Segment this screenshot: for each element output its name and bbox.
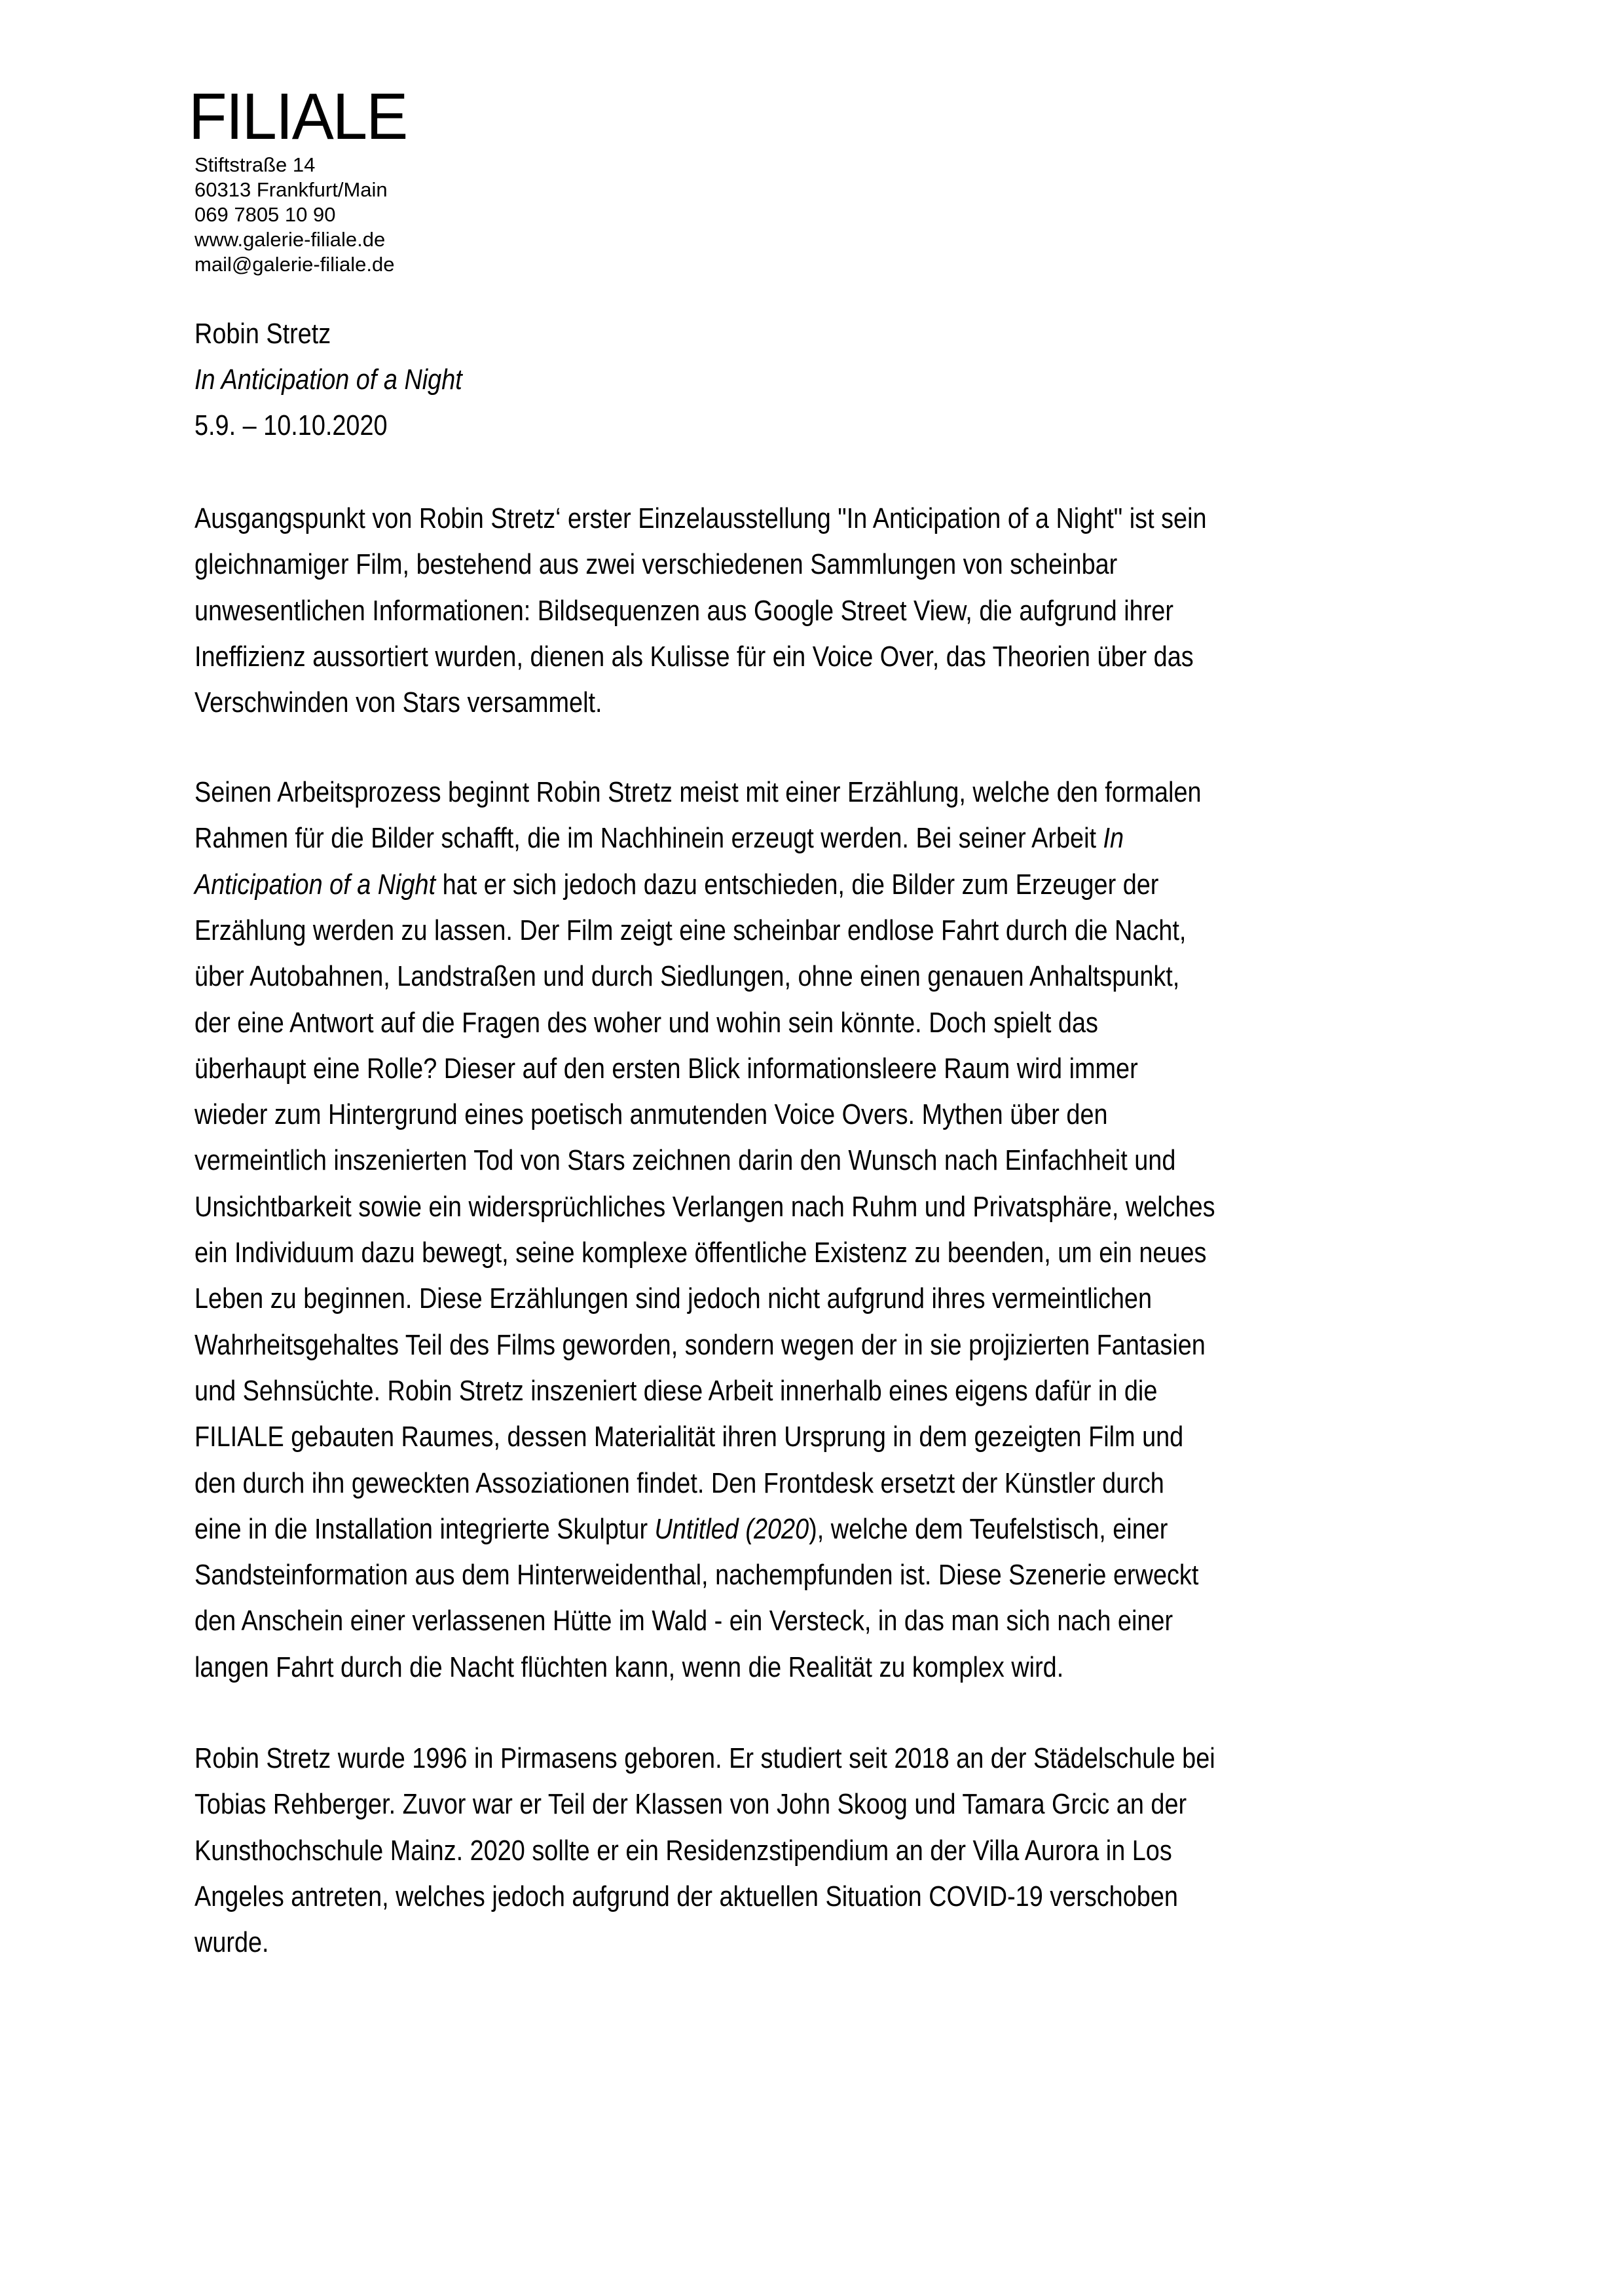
italic-title-text: In bbox=[1103, 822, 1124, 855]
gallery-logo: FILIALE bbox=[189, 80, 407, 153]
text-run: gleichnamiger Film, bestehend aus zwei verschiedenen Sammlungen von scheinbar bbox=[194, 548, 1118, 581]
exhibition-title: In Anticipation of a Night bbox=[194, 364, 462, 396]
text-line bbox=[194, 1144, 1175, 1177]
exhibition-dates: 5.9. – 10.10.2020 bbox=[194, 409, 388, 441]
address-website: www.galerie-filiale.de bbox=[194, 228, 386, 251]
text-line bbox=[194, 1559, 1198, 1592]
text-run: ), welche dem Teufelstisch, einer bbox=[809, 1512, 1168, 1545]
text-line bbox=[194, 1467, 1164, 1500]
text-line bbox=[194, 1742, 1215, 1775]
text-line bbox=[194, 1513, 1168, 1546]
text-run: Kunsthochschule Mainz. 2020 sollte er ein Residenzstipendium an der Villa Aurora in Los bbox=[194, 1834, 1172, 1867]
text-run: FILIALE gebauten Raumes, dessen Materialität ihren Ursprung in dem gezeigten Film und bbox=[194, 1421, 1184, 1453]
text-run: Verschwinden von Stars versammelt. bbox=[194, 686, 602, 719]
text-run: Erzählung werden zu lassen. Der Film zeigt eine scheinbar endlose Fahrt durch die Nacht, bbox=[194, 914, 1187, 946]
text-run: Tobias Rehberger. Zuvor war er Teil der Klassen von John Skoog und Tamara Grcic an der bbox=[194, 1788, 1187, 1821]
text-line bbox=[194, 868, 1158, 901]
text-run: vermeintlich inszenierten Tod von Stars zeichnen darin den Wunsch nach Einfachheit und bbox=[194, 1144, 1176, 1177]
text-run: Unsichtbarkeit sowie ein widersprüchliches Verlangen nach Ruhm und Privatsphäre, welches bbox=[194, 1190, 1215, 1223]
text-run: Ausgangspunkt von Robin Stretz‘ erster Einzelausstellung "In Anticipation of a Night" ist sein bbox=[194, 502, 1207, 534]
text-line bbox=[194, 1282, 1152, 1315]
text-line bbox=[194, 1421, 1183, 1453]
text-run: eine in die Installation integrierte Skulptur bbox=[194, 1512, 655, 1545]
text-run: und Sehnsüchte. Robin Stretz inszeniert diese Arbeit innerhalb eines eigens dafür in die bbox=[194, 1374, 1158, 1407]
text-run: Sandsteinformation aus dem Hinterweidenthal, nachempfunden ist. Diese Szenerie erweckt bbox=[194, 1559, 1199, 1592]
text-line bbox=[194, 548, 1117, 581]
text-line bbox=[194, 1651, 1063, 1684]
text-line bbox=[194, 1835, 1172, 1867]
text-run: Robin Stretz wurde 1996 in Pirmasens geboren. Er studiert seit 2018 an der Städelschule bei bbox=[194, 1742, 1215, 1774]
text-run: der eine Antwort auf die Fragen des woher und wohin sein könnte. Doch spielt das bbox=[194, 1006, 1098, 1039]
text-line bbox=[194, 1098, 1108, 1131]
text-run: Rahmen für die Bilder schafft, die im Nachhinein erzeugt werden. Bei seiner Arbeit bbox=[194, 822, 1103, 855]
text-line bbox=[194, 1605, 1173, 1637]
text-line bbox=[194, 1237, 1206, 1269]
text-run: Ineffizienz aussortiert wurden, dienen als Kulisse für ein Voice Over, das Theorien über das bbox=[194, 640, 1194, 673]
text-line bbox=[194, 595, 1173, 627]
address-street: Stiftstraße 14 bbox=[194, 153, 316, 176]
address-city: 60313 Frankfurt/Main bbox=[194, 178, 388, 201]
italic-title-text: Untitled (2020 bbox=[654, 1512, 809, 1545]
text-line bbox=[194, 1053, 1138, 1085]
text-line bbox=[194, 1375, 1157, 1408]
text-line bbox=[194, 960, 1179, 993]
text-run: Seinen Arbeitsprozess beginnt Robin Stretz meist mit einer Erzählung, welche den formalen bbox=[194, 776, 1202, 808]
text-line bbox=[194, 641, 1194, 673]
text-line bbox=[194, 914, 1186, 947]
text-run: wurde. bbox=[194, 1926, 269, 1959]
text-line bbox=[194, 1788, 1187, 1821]
text-run: über Autobahnen, Landstraßen und durch Siedlungen, ohne einen genauen Anhaltspunkt, bbox=[194, 960, 1180, 993]
text-run: hat er sich jedoch dazu entschieden, die Bilder zum Erzeuger der bbox=[435, 868, 1159, 901]
text-run: überhaupt eine Rolle? Dieser auf den ersten Blick informationsleere Raum wird immer bbox=[194, 1052, 1138, 1085]
text-run: langen Fahrt durch die Nacht flüchten kann, wenn die Realität zu komplex wird. bbox=[194, 1651, 1064, 1683]
text-run: Angeles antreten, welches jedoch aufgrund der aktuellen Situation COVID-19 verschoben bbox=[194, 1880, 1178, 1912]
text-run: den Anschein einer verlassenen Hütte im Wald - ein Versteck, in das man sich nach einer bbox=[194, 1605, 1173, 1637]
italic-title-text: Anticipation of a Night bbox=[194, 868, 436, 901]
text-line bbox=[194, 1880, 1178, 1913]
text-run: unwesentlichen Informationen: Bildsequenzen aus Google Street View, die aufgrund ihrer bbox=[194, 594, 1173, 627]
text-run: wieder zum Hintergrund eines poetisch anmutenden Voice Overs. Mythen über den bbox=[194, 1098, 1108, 1131]
text-line bbox=[194, 1926, 269, 1959]
text-run: Leben zu beginnen. Diese Erzählungen sind jedoch nicht aufgrund ihres vermeintlichen bbox=[194, 1282, 1152, 1315]
text-line bbox=[194, 1329, 1206, 1362]
text-line bbox=[194, 502, 1207, 535]
text-line bbox=[194, 1191, 1215, 1223]
address-phone: 069 7805 10 90 bbox=[194, 203, 336, 226]
gallery-address bbox=[194, 153, 394, 277]
text-run: Wahrheitsgehaltes Teil des Films geworden, sondern wegen der in sie projizierten Fantasien bbox=[194, 1328, 1206, 1361]
artist-name: Robin Stretz bbox=[194, 318, 331, 350]
text-line bbox=[194, 822, 1124, 855]
text-run: den durch ihn geweckten Assoziationen findet. Den Frontdesk ersetzt der Künstler durch bbox=[194, 1466, 1164, 1499]
text-run: ein Individuum dazu bewegt, seine komplexe öffentliche Existenz zu beenden, um ein neues bbox=[194, 1237, 1207, 1269]
text-line bbox=[194, 686, 602, 719]
address-email: mail@galerie-filiale.de bbox=[194, 253, 395, 276]
text-line bbox=[194, 776, 1202, 809]
text-line bbox=[194, 1007, 1098, 1039]
